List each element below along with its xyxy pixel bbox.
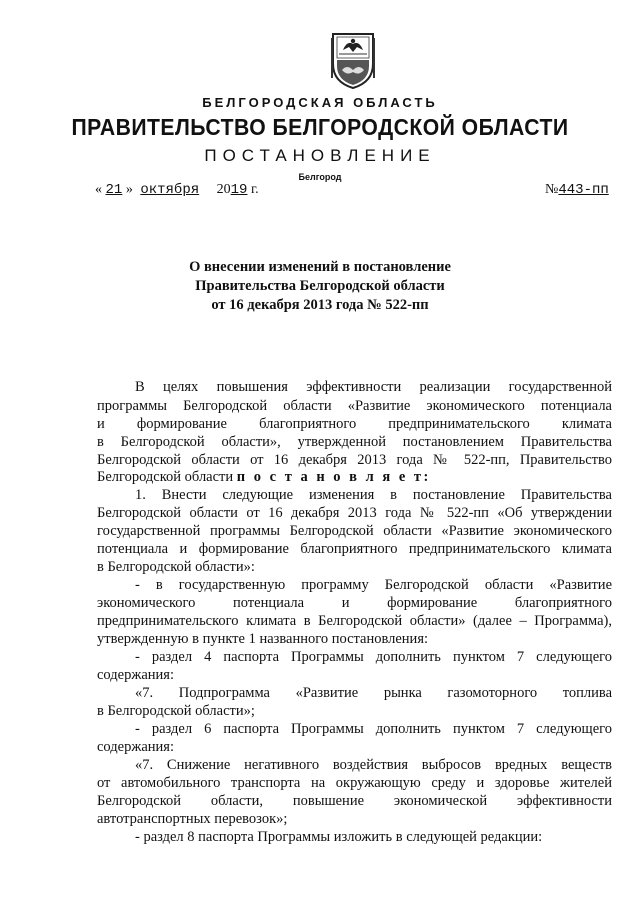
body-line: от автомобильного транспорта на окружающую среду и здоровье жителей [97, 775, 612, 791]
body-line: программы Белгородской области «Развитие экономического потенциала [97, 398, 612, 414]
body-line: утвержденную в пункте 1 названного постановления: [97, 631, 429, 647]
body-line: Белгородской области от 16 декабря 2013 года № 522-пп «Об утверждении [97, 505, 612, 521]
body-line: содержания: [97, 739, 175, 755]
body-line: государственной программы Белгородской области «Развитие экономического [97, 523, 612, 539]
city-name: Белгород [298, 172, 342, 182]
body-line: предпринимательского климата в Белгородской области» (далее – Программа), [97, 613, 612, 629]
body-line: Белгородской области от 16 декабря 2013 года № 522-пп, Правительство [97, 452, 612, 468]
subject-line: Правительства Белгородской области [195, 278, 445, 294]
body-line: - раздел 8 паспорта Программы изложить в следующей редакции: [135, 829, 543, 845]
date-day: 21 [105, 182, 123, 198]
body-line: и формирование благоприятного предпринимательского климата [97, 416, 612, 432]
subject-line: от 16 декабря 2013 года № 522-пп [211, 297, 429, 313]
document-subject [0, 258, 640, 315]
body-line: потенциала и формирование благоприятного предпринимательского климата [97, 541, 612, 557]
number-label: № [545, 182, 559, 197]
body-line: - раздел 6 паспорта Программы дополнить пунктом 7 следующего [135, 721, 612, 737]
number-value: 443-пп [558, 182, 609, 198]
body-line: 1. Внести следующие изменения в постановление Правительства [135, 487, 612, 503]
body-line: - в государственную программу Белгородской области «Развитие [135, 577, 612, 593]
body-line: в Белгородской области», утвержденной постановлением Правительства [97, 434, 612, 450]
body-line: - раздел 4 паспорта Программы дополнить пунктом 7 следующего [135, 649, 612, 665]
date-year-suffix: 19 [230, 182, 248, 198]
subject-line: О внесении изменений в постановление [189, 259, 451, 275]
body-line: в Белгородской области»: [97, 559, 255, 575]
government-title: ПРАВИТЕЛЬСТВО БЕЛГОРОДСКОЙ ОБЛАСТИ [71, 114, 569, 140]
date-month: октября [140, 182, 200, 198]
body-line: содержания: [97, 667, 175, 683]
body-line: Белгородской области, повышение экономической эффективности [97, 793, 612, 809]
date-year-abbr: г. [250, 182, 259, 197]
date-line [95, 182, 259, 198]
region-name: БЕЛГОРОДСКАЯ ОБЛАСТЬ [202, 95, 438, 110]
body-line: автотранспортных перевозок»; [97, 811, 288, 827]
resolves-word: п о с т а н о в л я е т: [236, 469, 431, 485]
date-close-quote: » [125, 182, 133, 197]
date-open-quote: « [95, 182, 102, 197]
date-year-prefix: 20 [216, 182, 231, 197]
body-text: Белгородской области [97, 469, 234, 485]
body-line [97, 468, 612, 486]
document-number [545, 182, 609, 198]
body-line: В целях повышения эффективности реализации государственной [135, 379, 612, 395]
body-line: экономического потенциала и формирование благоприятного [97, 595, 612, 611]
document-type: ПОСТАНОВЛЕНИЕ [204, 146, 436, 165]
body-line: «7. Снижение негативного воздействия выбросов вредных веществ [135, 757, 612, 773]
coat-of-arms-icon [329, 30, 377, 90]
body-line: в Белгородской области»; [97, 703, 255, 719]
body-line: «7. Подпрограмма «Развитие рынка газомоторного топлива [135, 685, 612, 701]
